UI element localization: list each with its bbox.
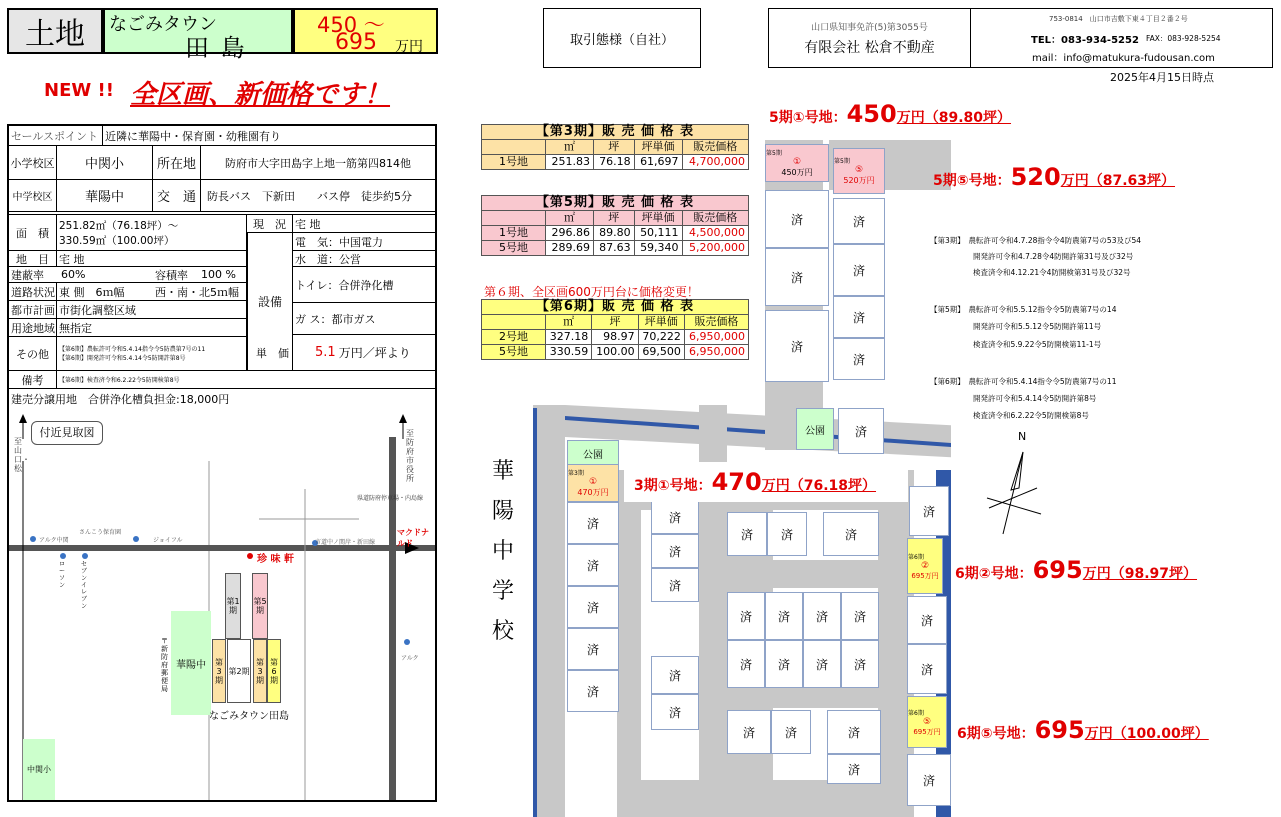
callout-5-1: 5期①号地：450万円（89.80坪）	[769, 100, 1012, 128]
lot-6-2-tag: 第6期	[908, 553, 924, 561]
lot-6-2-num: ②	[920, 560, 930, 571]
lot-5-1-tag: 第5期	[766, 150, 782, 157]
label-nakaseki: 中関小	[23, 739, 55, 800]
park: 公園	[796, 408, 834, 450]
category: 土地	[25, 17, 85, 52]
label-mcd: マクドナルド	[397, 528, 429, 548]
label-yamaguchi: 至山口・松	[14, 437, 30, 473]
area-min: 251.82㎡（76.18坪）～	[59, 219, 179, 232]
lot-5-1[interactable]	[765, 144, 829, 182]
sold-lot: 済	[765, 190, 829, 248]
lot-6-2-price: 695万円	[911, 571, 939, 580]
lot-5-1-price: 450万円	[781, 168, 813, 177]
price-table-3: 【第3期】販 売 価 格 表 ㎡ 坪 坪単価 販売価格 1号地 251.83 76.18 61,697 4,700,000	[481, 124, 749, 170]
selling-point-label: セールスポイント	[9, 126, 103, 146]
permit-3b: 開発許可令和4.7.28令4防開許第31号及び32号	[973, 252, 1134, 261]
permit-6a: 【第6期】 農転許可令和5.4.14指令令5防農第7号の11	[930, 377, 1117, 386]
north-label: N	[1018, 430, 1027, 443]
spec-sheet	[7, 124, 437, 802]
sold-lot: 済	[727, 592, 765, 640]
label-seven: セブンイレブン	[81, 561, 88, 610]
chimoku: 宅 地	[57, 251, 247, 267]
company-name: 有限会社 松倉不動産	[804, 40, 935, 56]
road: 東 側 6ｍ幅	[57, 283, 153, 301]
loc-label: 所在地	[153, 146, 201, 180]
sold-lot: 済	[651, 534, 699, 568]
town-box	[103, 8, 293, 62]
sold-lot: 済	[833, 296, 885, 338]
permit-5c: 検査済令和5.9.22令5防開検第11-1号	[973, 340, 1102, 349]
headline: 全区画、新価格です！	[130, 80, 391, 110]
mid-school: 華陽中	[57, 180, 153, 212]
lot-5-5[interactable]	[833, 148, 885, 194]
toilet: トイレ：合併浄化槽	[293, 267, 435, 303]
chimoku-label: 地 目	[9, 251, 57, 267]
new-label: NEW !!	[44, 80, 114, 101]
sold-lot: 済	[567, 628, 619, 670]
use-label: 用途地域	[9, 319, 57, 337]
city: 市街化調整区域	[57, 301, 247, 319]
unit-suffix: 万円／坪より	[338, 346, 411, 360]
price-table-6-title: 【第6期】販 売 価 格 表	[482, 300, 749, 315]
sold-lot: 済	[567, 670, 619, 712]
callout-6-2: 6期②号地：695万円（98.97坪）	[955, 556, 1198, 584]
traffic: 防長バス 下新田 バス停 徒歩約5分	[201, 180, 435, 212]
other-label: その他	[9, 337, 57, 371]
area-values	[57, 215, 247, 251]
lot-6-5-price: 695万円	[913, 727, 941, 736]
gas: ガ ス：都市ガス	[293, 303, 435, 335]
lot-6-2[interactable]	[907, 538, 943, 594]
label-aruk1: アルク中関	[39, 537, 69, 544]
as-of-date: 2025年4月15日時点	[1110, 71, 1214, 84]
map-phase-5: 第5期	[252, 573, 268, 639]
sold-lot: 済	[909, 486, 949, 536]
sold-lot: 済	[567, 544, 619, 586]
label-joyful: ジョイフル	[153, 537, 183, 544]
lot-5-5-num: ⑤	[854, 165, 864, 175]
yoseki-label: 容積率	[153, 267, 199, 283]
sold-lot: 済	[841, 592, 879, 640]
table-row: 2号地 327.18 98.97 70,222 6,950,000	[482, 330, 749, 345]
map-phase-6: 第6期	[267, 639, 281, 703]
road-label: 道路状況	[9, 283, 57, 301]
sold-lot: 済	[567, 586, 619, 628]
label-aruk2: アルク	[401, 655, 419, 662]
other-line-1: 【第6期】農転許可令和5.4.14指令令5防農第7号の11	[59, 345, 206, 353]
lot-3-1[interactable]	[567, 464, 619, 502]
price-table-5: 【第5期】販 売 価 格 表 ㎡ 坪 坪単価 販売価格 1号地 296.86 89.80 50,111 4,500,000 5号地 289.69 87.63 59,340 5,200,000	[481, 195, 749, 256]
area-max: 330.59㎡（100.00坪）	[59, 234, 175, 247]
sold-lot: 済	[765, 592, 803, 640]
sold-lot: 済	[833, 338, 885, 380]
sold-lot: 済	[767, 512, 807, 556]
map-phase-3: 第3期	[212, 639, 226, 703]
sold-lot: 済	[765, 248, 829, 306]
status-label: 現 況	[247, 215, 293, 233]
sold-lot: 済	[651, 656, 699, 694]
lot-3-1-price: 470万円	[577, 488, 609, 497]
lot-3-1-num: ①	[588, 477, 598, 487]
location: 防府市大字田島字上地一筋第四814他	[201, 146, 435, 180]
label-chinmi: 珍 味 軒	[257, 554, 294, 565]
lot-6-5-num: ⑤	[922, 716, 932, 727]
elem-school: 中関小	[57, 146, 153, 180]
unit-label: 単 価	[256, 346, 289, 360]
mid-label: 中学校区	[9, 180, 57, 212]
traffic-label: 交 通	[153, 180, 201, 212]
sold-lot: 済	[907, 754, 951, 806]
north-arrow-icon	[985, 448, 1045, 538]
sold-lot: 済	[727, 710, 771, 754]
sold-lot: 済	[727, 640, 765, 688]
zip-address: 753-0814 山口市吉敷下東４丁目２番２号	[1049, 15, 1188, 23]
sold-lot: 済	[771, 710, 811, 754]
sold-lot: 済	[827, 754, 881, 784]
sold-lot: 済	[765, 310, 829, 382]
price-table-3-title: 【第3期】販 売 価 格 表	[482, 125, 749, 140]
notice: 第６期、全区画600万円台に価格変更！	[484, 285, 699, 299]
water: 水 道：公営	[293, 251, 435, 267]
license: 山口県知事免許(5)第3055号	[811, 23, 928, 33]
sold-lot: 済	[803, 640, 841, 688]
sold-lot: 済	[833, 198, 885, 244]
permit-6b: 開発許可令和5.4.14令5防開許第8号	[973, 394, 1097, 403]
map-phase-1: 第1期	[225, 573, 241, 639]
deal-type: 取引態様（自社）	[569, 32, 674, 48]
mail: mail：info@matukura-fudousan.com	[1032, 53, 1215, 64]
sold-lot: 済	[651, 500, 699, 534]
label-kayo: 華陽中	[171, 611, 211, 715]
fax: FAX：083-928-5254	[1146, 34, 1221, 43]
permit-6c: 検査済令和6.2.22令5防開検第8号	[973, 411, 1089, 420]
sold-lot: 済	[803, 592, 841, 640]
lot-5-1-num: ①	[792, 157, 802, 167]
permit-3a: 【第3期】 農転許可令和4.7.28指令令4防農第7号の53及び54	[930, 236, 1142, 245]
status: 宅 地	[293, 215, 435, 233]
callout-6-5: 6期⑤号地：695万円（100.00坪）	[957, 716, 1209, 744]
lot-6-5-tag: 第6期	[908, 709, 924, 717]
lot-3-1-tag: 第3期	[568, 470, 584, 477]
callout-5-5: 5期⑤号地：520万円（87.63坪）	[933, 163, 1176, 191]
sold-lot: 済	[651, 694, 699, 730]
contact-box	[970, 8, 1273, 68]
other-line-2: 【第6期】開発許可令和5.4.14令5防開許第8号	[59, 354, 186, 362]
price-box	[293, 8, 438, 54]
other	[57, 337, 247, 371]
lot-6-5[interactable]	[907, 696, 947, 748]
school-name-vertical: 華 陽 中 学 校	[491, 459, 514, 644]
sold-lot: 済	[907, 644, 947, 694]
price-low: 450 ～	[317, 13, 385, 37]
lot-5-5-tag: 第5期	[834, 158, 850, 165]
use: 無指定	[57, 319, 247, 337]
permit-5a: 【第5期】 農転許可令和5.5.12指令令5防農第7号の14	[930, 305, 1117, 314]
permit-5b: 開発許可令和5.5.12令5防開許第11号	[973, 322, 1102, 331]
table-row: 1号地 296.86 89.80 50,111 4,500,000	[482, 226, 749, 241]
sold-lot: 済	[838, 408, 884, 454]
label-route: 県道防府停車場・内島線	[357, 495, 424, 502]
yoseki: 100 %	[199, 267, 247, 283]
permit-3c: 検査済令和4.12.21令4防開検第31号及び32号	[973, 268, 1131, 277]
map-roads	[9, 409, 435, 800]
sold-lot: 済	[841, 640, 879, 688]
remark-label: 備考	[9, 371, 57, 389]
city-label: 都市計画	[9, 301, 57, 319]
sold-lot: 済	[827, 710, 881, 754]
sold-lot: 済	[823, 512, 879, 556]
facility-label: 設備	[247, 233, 293, 371]
callout-3-1: 3期①号地：470万円（76.18坪）	[624, 462, 908, 502]
sold-lot: 済	[651, 568, 699, 602]
selling-point: 近隣に華陽中・保育園・幼稚園有り	[103, 126, 435, 146]
map-phase-3b: 第3期	[253, 639, 267, 703]
elem-label: 小学校区	[9, 146, 57, 180]
label-hofu: 至防府市役所	[406, 429, 414, 483]
electricity: 電 気：中国電力	[293, 233, 435, 251]
company-box	[768, 8, 971, 68]
sold-lot: 済	[765, 640, 803, 688]
map-phase-2: 第2期	[227, 639, 251, 703]
label-nagomi: なごみタウン田島	[209, 711, 289, 722]
price-high: 695	[335, 30, 377, 55]
footnote: 建売分譲用地 合併浄化槽負担金:18,000円	[11, 393, 230, 406]
label-road2: 市道中ノ関岸・新田線	[315, 539, 376, 546]
table-row: 5号地 330.59 100.00 69,500 6,950,000	[482, 345, 749, 360]
deal-box	[543, 8, 701, 68]
label-nursery: さんこう保育園	[79, 529, 122, 536]
price-table-5-title: 【第5期】販 売 価 格 表	[482, 196, 749, 211]
sold-lot: 済	[907, 596, 947, 644]
category-box	[7, 8, 103, 54]
park: 公園	[567, 440, 619, 466]
price-table-6: 【第6期】販 売 価 格 表 ㎡ 坪 坪単価 販売価格 2号地 327.18 98.97 70,222 6,950,000 5号地 330.59 100.00 69,500 6,950,000	[481, 299, 749, 360]
area-name: 田 島	[185, 34, 247, 62]
kenpei-label: 建蔽率	[9, 267, 57, 283]
unit-price	[247, 335, 435, 371]
label-lawson: ローソン	[59, 561, 66, 589]
table-row: 1号地 251.83 76.18 61,697 4,700,000	[482, 155, 749, 170]
kenpei: 60%	[57, 267, 153, 283]
table-row: 5号地 289.69 87.63 59,340 5,200,000	[482, 241, 749, 256]
tel: TEL：083-934-5252	[1031, 35, 1139, 46]
vicinity-map	[9, 409, 435, 800]
sold-lot: 済	[833, 244, 885, 296]
road-other: 西・南・北5ｍ幅	[153, 283, 247, 301]
remark: 【第6期】検査済令和6.2.22令5防開検第8号	[57, 371, 435, 389]
unit-price-value: 5.1	[315, 345, 336, 360]
label-post: 〒 新防府郵便局	[161, 637, 168, 693]
price-unit: 万円	[395, 39, 423, 55]
town-name: なごみタウン	[109, 14, 217, 35]
map-title: 付近見取図	[31, 421, 103, 445]
lot-5-5-price: 520万円	[843, 176, 875, 185]
sold-lot: 済	[727, 512, 767, 556]
sold-lot: 済	[567, 502, 619, 544]
area-label: 面 積	[9, 215, 57, 251]
